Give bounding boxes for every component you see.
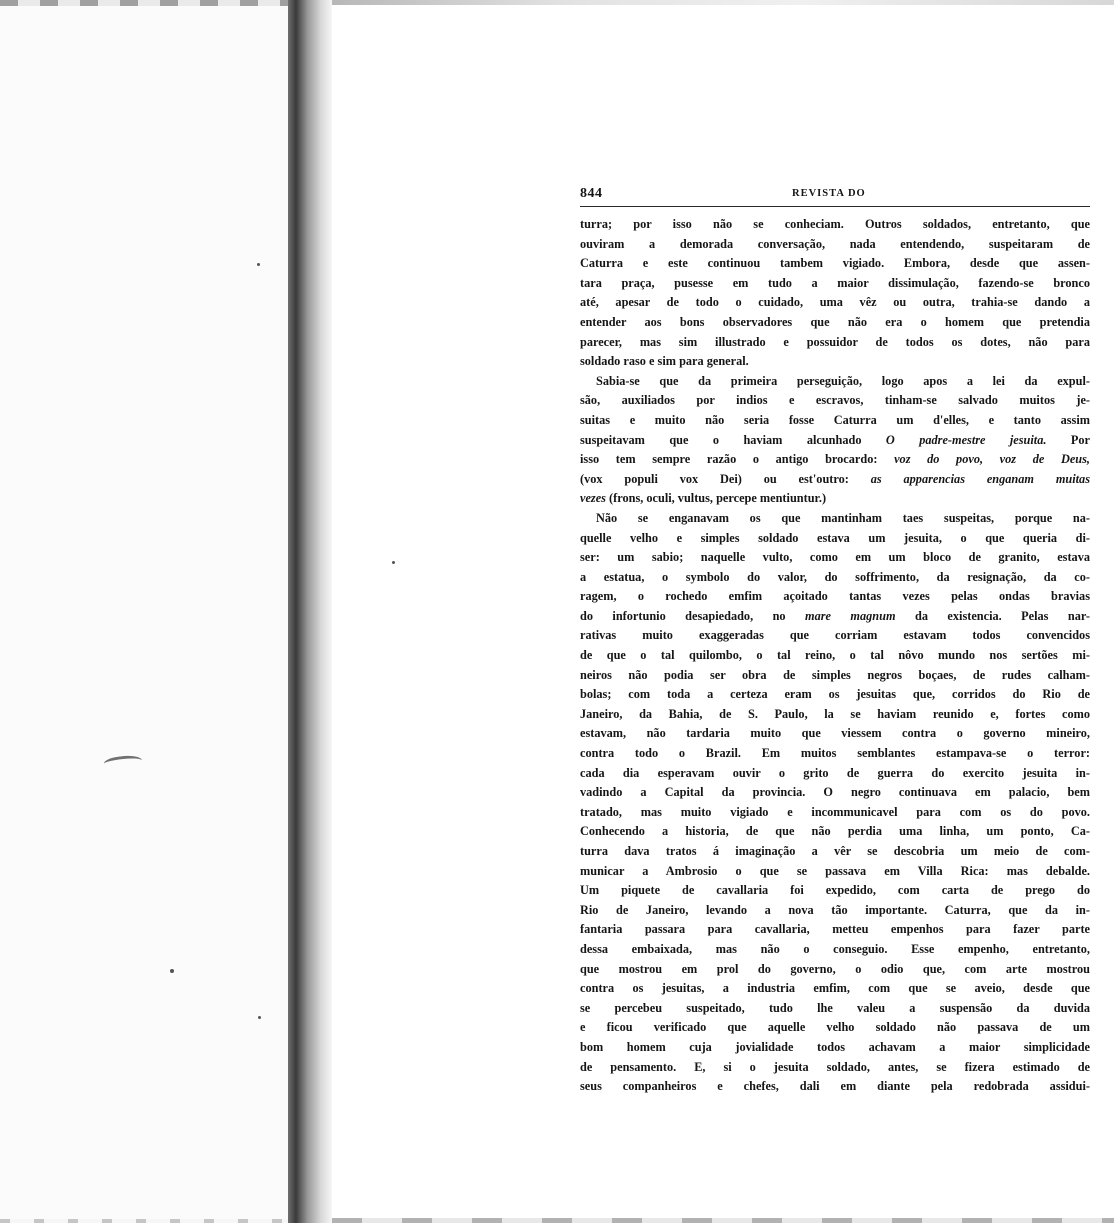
text-line <box>580 1077 1090 1097</box>
text-segment: turra; por isso não se conheciam. Outros soldados, entretanto, que <box>580 217 1090 231</box>
left-page-bottom-edge <box>0 1219 292 1223</box>
text-segment: isso tem sempre razão o antigo brocardo: <box>580 452 895 467</box>
text-segment: estavam, não tardaria muito que viessem contra o governo mineiro, <box>580 726 1090 741</box>
text-line <box>580 1038 1090 1058</box>
text-segment: cada dia esperavam ouvir o grito de guerra do exercito jesuita in- <box>580 765 1090 780</box>
text-line <box>580 881 1090 901</box>
text-segment: de que o tal quilombo, o tal reino, o tal nôvo mundo nos sertões mi- <box>580 648 1090 663</box>
text-segment: parecer, mas sim illustrado e possuidor de todos os dotes, não para <box>580 334 1090 349</box>
text-line <box>580 607 1090 627</box>
text-segment: municar a Ambrosio o que se passava em Villa Rica: mas debalde. <box>580 863 1090 878</box>
text-segment: de pensamento. E, si o jesuita soldado, antes, se fizera estimado de <box>580 1059 1090 1074</box>
text-segment: ouviram a demorada conversação, nada entendendo, suspeitaram de <box>580 236 1090 251</box>
ink-speck <box>258 1016 261 1019</box>
text-segment: contra todo o Brazil. Em muitos semblantes estampava-se o terror: <box>580 746 1090 761</box>
text-segment: do infortunio desapiedado, no <box>580 608 806 623</box>
text-segment: Um piquete de cavallaria foi expedido, com carta de prego do <box>580 883 1090 898</box>
text-segment: se percebeu suspeitado, tudo lhe valeu a suspensão da duvida <box>580 1000 1090 1015</box>
text-line <box>580 215 1090 235</box>
text-line <box>580 803 1090 823</box>
text-segment: soldado raso e sim para general. <box>580 354 749 369</box>
text-line <box>580 724 1090 744</box>
text-line <box>580 685 1090 705</box>
text-line <box>580 411 1090 431</box>
right-page-bottom-edge <box>332 1218 1114 1223</box>
text-line <box>580 940 1090 960</box>
left-page-top-edge <box>0 0 292 6</box>
italic-text: O padre-mestre jesuita. <box>885 432 1047 447</box>
text-line <box>580 509 1090 529</box>
text-segment: e ficou verificado que aquelle velho soldado não passava de um <box>580 1020 1090 1035</box>
ink-speck <box>392 561 395 564</box>
text-segment: até, apesar de todo o cuidado, uma vêz ou outra, trahia-se dando a <box>580 295 1090 310</box>
text-segment: contra os jesuitas, a industria emfim, com que se aveio, desde que <box>580 981 1090 996</box>
text-line <box>580 783 1090 803</box>
text-line <box>580 744 1090 764</box>
right-page-top-edge <box>332 0 1114 5</box>
text-line <box>580 352 1090 372</box>
page-header <box>580 184 1090 207</box>
text-segment: Não se enganavam os que mantinham taes suspeitas, porque na- <box>596 510 1090 525</box>
text-segment: Conhecendo a historia, de que não perdia uma linha, um ponto, Ca- <box>580 824 1090 839</box>
text-segment: entender aos bons observadores que não era o homem que pretendia <box>580 314 1090 329</box>
text-line <box>580 450 1090 470</box>
italic-text: voz do povo, voz de Deus, <box>894 452 1090 467</box>
text-line <box>580 822 1090 842</box>
ink-speck <box>170 969 174 973</box>
text-line <box>580 372 1090 392</box>
text-segment: que mostrou em prol do governo, o odio que, com arte mostrou <box>580 961 1090 976</box>
text-segment: (frons, oculi, vultus, percepe mentiuntur.) <box>605 491 827 506</box>
text-line <box>580 1058 1090 1078</box>
text-line <box>580 920 1090 940</box>
text-segment: da existencia. Pelas nar- <box>895 608 1090 623</box>
ink-smudge <box>103 753 142 770</box>
text-line <box>580 391 1090 411</box>
text-segment: neiros não podia ser obra de simples negros boçaes, de rudes calham- <box>580 667 1090 682</box>
text-segment: Janeiro, da Bahia, de S. Paulo, la se haviam reunido e, fortes como <box>580 706 1090 721</box>
text-segment: suitas e muito não seria fosse Caturra um d'elles, e tanto assim <box>580 412 1090 427</box>
text-line <box>580 470 1090 490</box>
text-line <box>580 529 1090 549</box>
text-segment: ragem, o rochedo emfim açoitado tantas vezes pelas ondas bravias <box>580 589 1090 604</box>
text-segment: Rio de Janeiro, levando a nova tão importante. Caturra, que da in- <box>580 902 1090 917</box>
text-segment: a estatua, o symbolo do valor, do soffrimento, da resignação, da co- <box>580 569 1090 584</box>
text-line <box>580 960 1090 980</box>
text-line <box>580 489 1090 509</box>
text-line <box>580 254 1090 274</box>
body-text <box>580 215 1090 1097</box>
text-segment: rativas muito exaggeradas que corriam estavam todos convencidos <box>580 628 1090 643</box>
running-head: REVISTA DO <box>792 188 866 199</box>
text-line <box>580 999 1090 1019</box>
text-line <box>580 842 1090 862</box>
ink-speck <box>257 263 260 266</box>
page-number: 844 <box>580 186 603 201</box>
text-segment: quelle velho e simples soldado estava um jesuita, o que queria di- <box>580 530 1090 545</box>
text-line <box>580 333 1090 353</box>
italic-text: as apparencias enganam muitas <box>870 471 1090 486</box>
text-segment: Caturra e este continuou tambem vigiado. Embora, desde que assen- <box>580 256 1090 271</box>
text-segment: tara praça, pusesse em tudo a maior dissimulação, fazendo-se bronco <box>580 275 1090 290</box>
text-line <box>580 235 1090 255</box>
text-segment: turra dava tratos á imaginação a vêr se descobria um meio de com- <box>580 844 1090 858</box>
text-line <box>580 431 1090 451</box>
text-line <box>580 568 1090 588</box>
text-line <box>580 313 1090 333</box>
text-segment: fantaria passara para cavallaria, metteu empenhos para fazer parte <box>580 922 1090 937</box>
text-segment: Por <box>1046 432 1090 447</box>
book-gutter <box>288 0 332 1223</box>
text-line <box>580 979 1090 999</box>
text-line <box>580 548 1090 568</box>
text-line <box>580 901 1090 921</box>
text-line <box>580 705 1090 725</box>
text-segment: dessa embaixada, mas não o conseguio. Esse empenho, entretanto, <box>580 941 1090 956</box>
text-segment: tratado, mas muito vigiado e incommunicavel para com os do povo. <box>580 804 1090 819</box>
text-line <box>580 587 1090 607</box>
text-line <box>580 666 1090 686</box>
text-line <box>580 626 1090 646</box>
text-line <box>580 862 1090 882</box>
text-segment: são, auxiliados por indios e escravos, tinham-se salvado muitos je- <box>580 393 1090 408</box>
text-segment: suspeitavam que o haviam alcunhado <box>580 432 886 447</box>
text-segment: (vox populi vox Dei) ou est'outro: <box>580 471 871 486</box>
text-segment: bom homem cuja jovialidade todos achavam a maior simplicidade <box>580 1039 1090 1054</box>
text-segment: bolas; com toda a certeza eram os jesuitas que, corridos do Rio de <box>580 687 1090 702</box>
text-segment: Sabia-se que da primeira perseguição, logo apos a lei da expul- <box>596 373 1090 388</box>
italic-text: vezes <box>580 491 606 506</box>
text-segment: seus companheiros e chefes, dali em diante pela redobrada assidui- <box>580 1079 1090 1094</box>
text-segment: vadindo a Capital da provincia. O negro continuava em palacio, bem <box>580 785 1090 800</box>
page-text-block <box>580 184 1090 1097</box>
italic-text: mare magnum <box>805 608 896 623</box>
text-line <box>580 1018 1090 1038</box>
text-line <box>580 646 1090 666</box>
left-facing-page <box>0 0 292 1223</box>
text-segment: ser: um sabio; naquelle vulto, como em um bloco de granito, estava <box>580 550 1090 565</box>
text-line <box>580 764 1090 784</box>
text-line <box>580 274 1090 294</box>
text-line <box>580 293 1090 313</box>
